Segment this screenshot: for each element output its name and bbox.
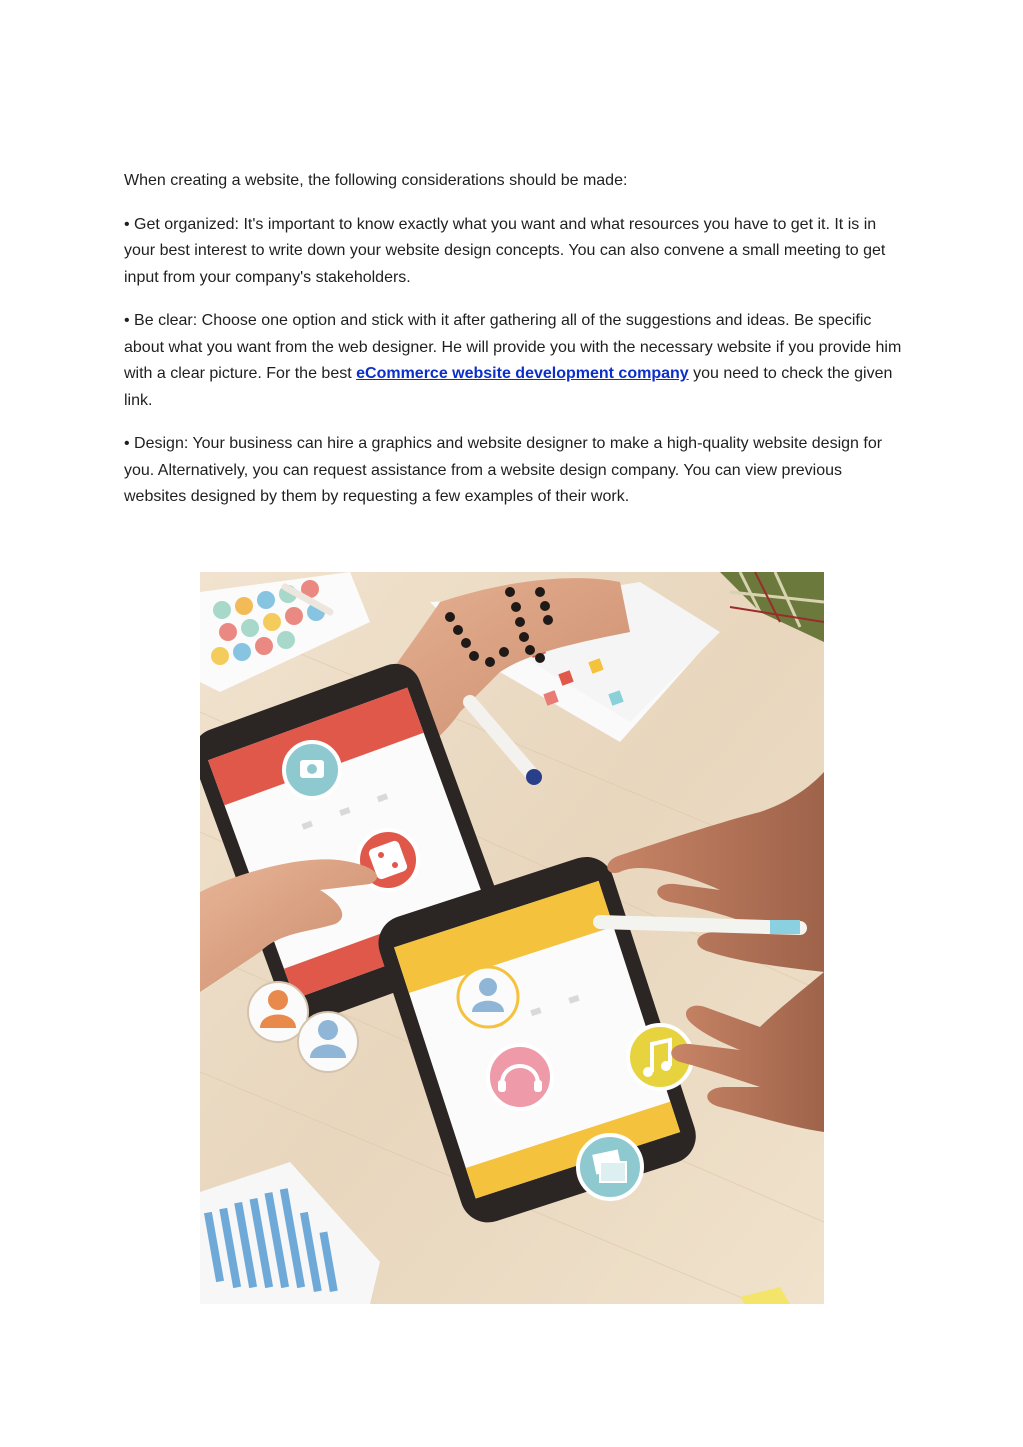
bullet-be-clear xyxy=(124,308,904,414)
camera-icon xyxy=(284,742,340,798)
user-icon xyxy=(458,967,518,1027)
design-team-photo xyxy=(200,572,824,1304)
bullet-be-clear-text: • Be clear: Choose one option and stick with it after gathering all of the suggestions and ideas. Be specific about what you want from the web designer. He will provide you with the necessary website if you provide him with a clear picture. For the best xyxy=(124,312,902,382)
bullet-be-clear-text-end: you need to check the given link. xyxy=(124,365,893,409)
headphones-icon xyxy=(488,1045,552,1109)
bullet-get-organized: • Get organized: It's important to know exactly what you want and what resources you have to get it. It is in your best interest to write down your website design concepts. You can also convene a small meeting to get input from your company's stakeholders. xyxy=(124,215,886,286)
photos-icon xyxy=(578,1135,642,1199)
intro-paragraph: When creating a website, the following considerations should be made: xyxy=(124,172,628,189)
ecommerce-company-link[interactable]: eCommerce website development company xyxy=(356,365,689,382)
document-body xyxy=(124,168,904,528)
bullet-design: • Design: Your business can hire a graphics and website designer to make a high-quality website design for you. Alternatively, you can request assistance from a website design company. You can view previous websites designed by them by requesting a few examples of their work. xyxy=(124,435,883,505)
avatar-sticker-blue xyxy=(298,1012,358,1072)
